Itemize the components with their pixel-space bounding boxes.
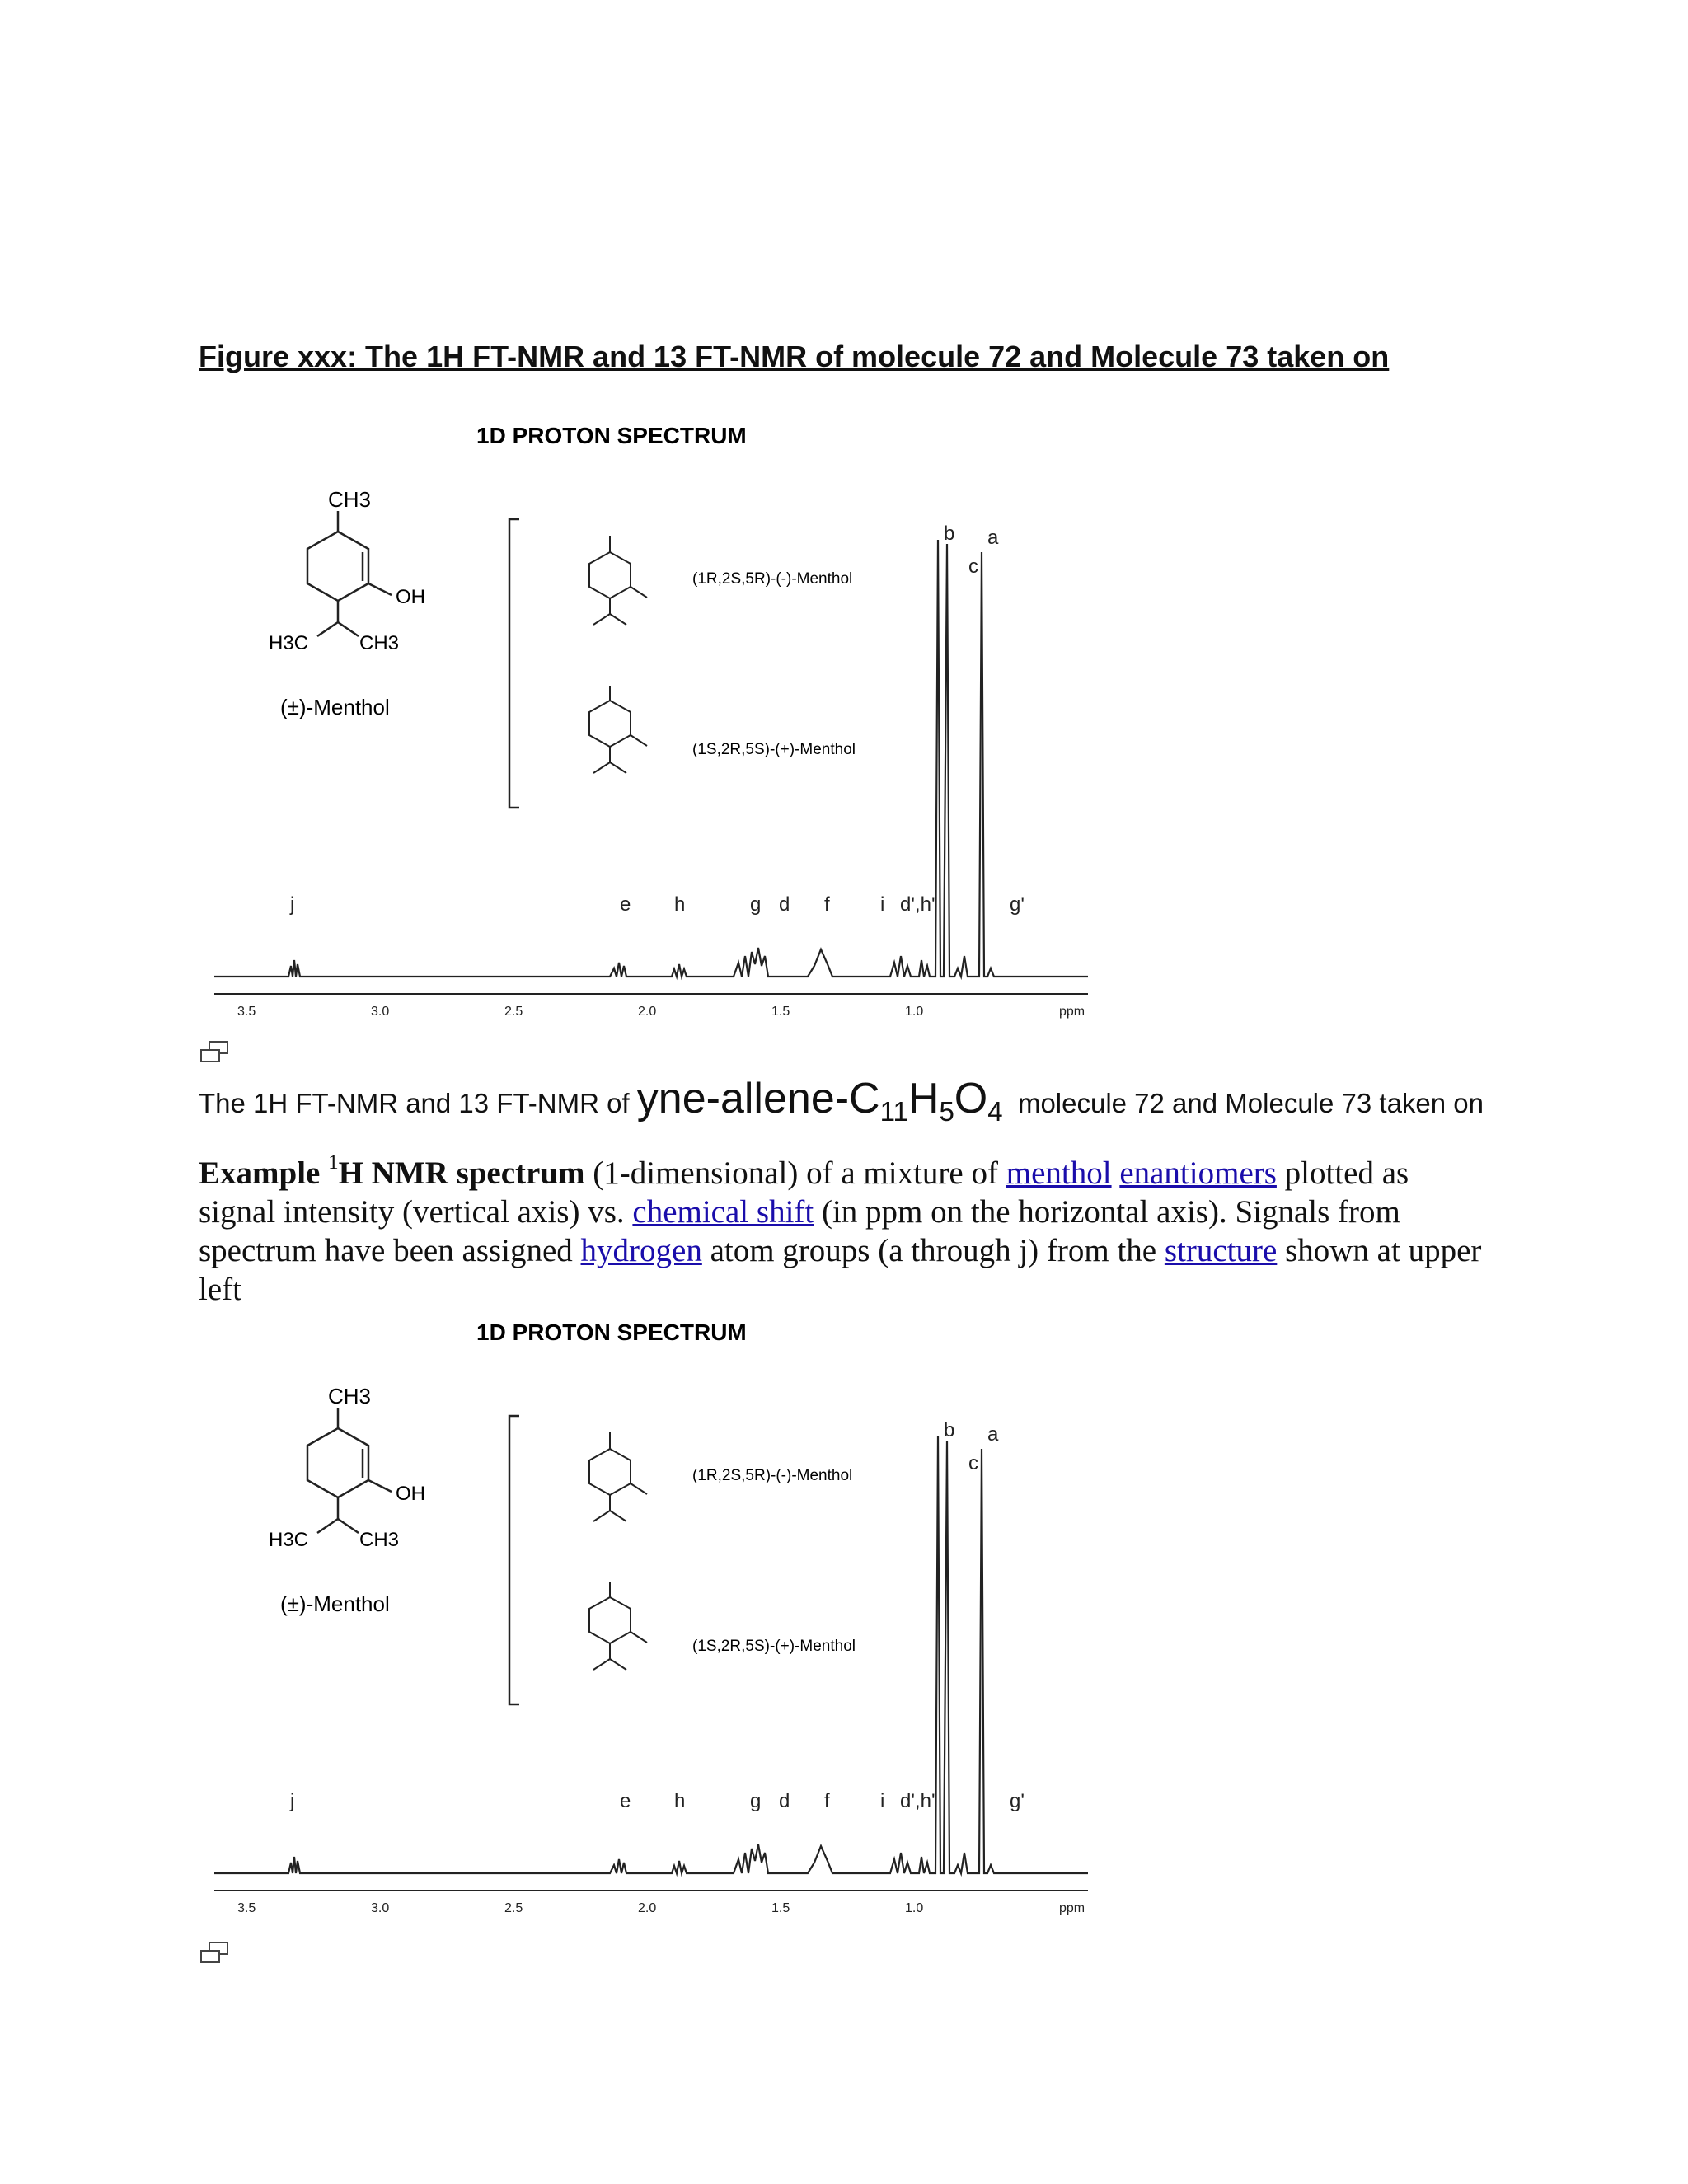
x-axis-ticks-2 [237,1901,1085,1915]
tick-3-0-2: 3.0 [371,1901,390,1915]
expand-icon[interactable] [199,1040,232,1065]
formula-sub-3: 4 [987,1096,1003,1127]
tick-3-0: 3.0 [371,1005,390,1019]
expand-icon-2[interactable] [199,1941,232,1966]
peak-label-g: g [750,893,762,916]
nmr-spectrum-image-2 [198,1309,1104,1935]
link-structure[interactable]: structure [1164,1233,1278,1268]
figure-title: Figure xxx: The 1H FT-NMR and 13 FT-NMR of molecule 72 and Molecule 73 taken on [199,340,1390,373]
example-text-5: shown at upper left [199,1233,1482,1307]
peak-labels [289,523,1025,916]
enantiomer-bracket [509,519,519,808]
x-axis-ticks [237,1005,1085,1019]
peak-label-d-prime-h-prime: d',h' [900,893,935,916]
peak-label-f: f [824,893,830,916]
spectrum-title: 1D PROTON SPECTRUM [476,423,747,448]
spectrum-title-2: 1D PROTON SPECTRUM [476,1319,747,1345]
peak-label-j: j [290,893,295,916]
ch3b-label: CH3 [359,632,400,654]
peak-label-e: e [620,893,631,916]
formula-sub-2: 5 [939,1096,954,1127]
tick-3-5: 3.5 [237,1005,256,1019]
tick-2-5: 2.5 [504,1005,523,1019]
link-enantiomers[interactable]: enantiomers [1119,1155,1277,1191]
spectrum-trace [214,540,1088,977]
enantiomer-2-structure-2 [589,1582,647,1670]
nmr-spectrum-image [198,412,1104,1038]
tick-1-5-2: 1.5 [771,1901,790,1915]
peak-label-b-2: b [944,1419,955,1441]
peak-label-d: d [779,893,790,916]
peak-label-g-prime: g' [1010,893,1025,916]
tick-3-5-2: 3.5 [237,1901,256,1915]
enantiomer-1-structure-2 [589,1432,647,1521]
caption-formula [636,1075,1003,1127]
figure-caption [199,1074,1484,1127]
caption-suffix: molecule 72 and Molecule 73 taken on [1017,1088,1484,1118]
example-text-1: (1-dimensional) of a mixture of [584,1155,1006,1191]
link-menthol[interactable]: menthol [1006,1155,1112,1191]
menthol-structure [307,511,392,636]
tick-1-0: 1.0 [905,1005,924,1019]
formula-sub-1: 11 [879,1096,908,1127]
nmr-figure-2 [198,1309,1104,1968]
menthol-structure-2 [307,1408,392,1533]
tick-2-0: 2.0 [638,1005,657,1019]
peak-label-g-prime-2: g' [1010,1790,1025,1812]
ch3-label: CH3 [328,487,372,512]
peak-label-c-2: c [968,1452,978,1474]
example-text-2: plotted as signal intensity (vertical axis) vs. [199,1155,1409,1230]
racemate-label: (±)-Menthol [280,695,390,719]
example-text-4: atom groups (a through j) from the [701,1233,1165,1268]
enantiomer-2-structure [589,686,647,773]
h3c-label: H3C [269,632,309,654]
spectrum-trace-2 [214,1436,1088,1873]
caption-prefix: The 1H FT-NMR and 13 FT-NMR of [199,1088,637,1118]
ch3-label-2: CH3 [328,1384,372,1408]
example-bold-b: H NMR spectrum [338,1155,585,1191]
link-chemical-shift[interactable]: chemical shift [632,1194,814,1230]
peak-label-i: i [880,893,885,916]
formula-h: H [907,1075,940,1122]
axis-unit-2: ppm [1059,1901,1085,1915]
axis-unit: ppm [1059,1005,1085,1019]
peak-label-h: h [674,893,686,916]
peak-label-b: b [944,523,955,545]
ch3b-label-2: CH3 [359,1529,400,1551]
peak-label-e-2: e [620,1790,631,1812]
oh-label-2: OH [396,1483,425,1505]
peak-label-j-2: j [290,1790,295,1812]
peak-label-d-prime-h-prime-2: d',h' [900,1790,935,1812]
enantiomer-bracket-2 [509,1416,519,1704]
formula-o: O [954,1075,988,1122]
peak-label-g-2: g [750,1790,762,1812]
peak-label-h-2: h [674,1790,686,1812]
oh-label: OH [396,586,425,608]
isomer-2-label-2: (1S,2R,5S)-(+)-Menthol [692,1638,856,1655]
example-sup: 1 [328,1151,339,1174]
formula-base: yne-allene-C [636,1075,880,1122]
nmr-figure-1 [198,412,1104,1071]
peak-label-i-2: i [880,1790,885,1812]
tick-1-5: 1.5 [771,1005,790,1019]
link-hydrogen[interactable]: hydrogen [580,1233,702,1268]
isomer-2-label: (1S,2R,5S)-(+)-Menthol [692,741,856,758]
peak-label-d-2: d [779,1790,790,1812]
racemate-label-2: (±)-Menthol [280,1591,390,1616]
example-bold-a: Example [199,1155,329,1191]
peak-labels-2 [289,1419,1025,1812]
tick-1-0-2: 1.0 [905,1901,924,1915]
peak-label-c: c [968,555,978,578]
enantiomer-1-structure [589,536,647,625]
tick-2-0-2: 2.0 [638,1901,657,1915]
peak-label-f-2: f [824,1790,830,1812]
peak-label-a: a [987,527,999,549]
h3c-label-2: H3C [269,1529,309,1551]
isomer-1-label: (1R,2S,5R)-(-)-Menthol [692,570,853,588]
isomer-1-label-2: (1R,2S,5R)-(-)-Menthol [692,1467,853,1484]
example-text-3: (in ppm on the horizontal axis). Signals from spectrum have been assigned [199,1194,1400,1268]
tick-2-5-2: 2.5 [504,1901,523,1915]
example-paragraph [199,1151,1484,1309]
peak-label-a-2: a [987,1423,999,1446]
